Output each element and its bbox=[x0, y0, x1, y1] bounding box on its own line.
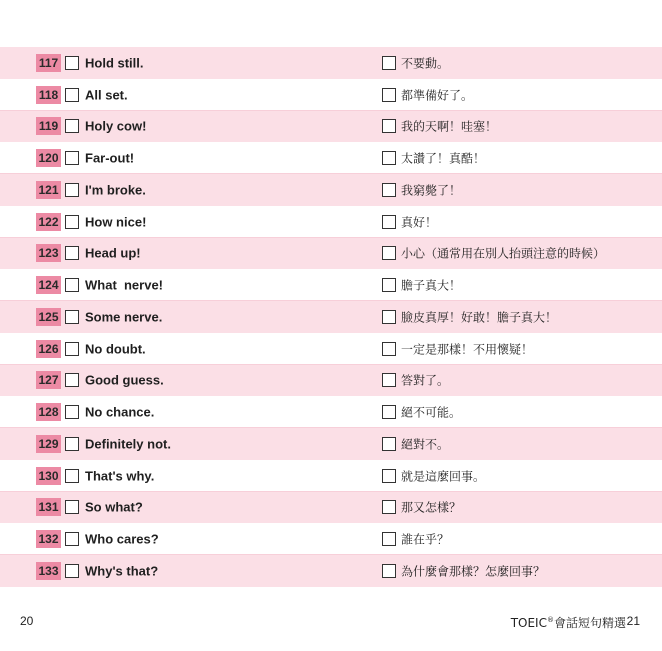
phrase-row bbox=[0, 523, 662, 555]
phrase-number: 122 bbox=[36, 213, 61, 231]
phrase-number: 120 bbox=[36, 149, 61, 167]
phrase-row bbox=[0, 333, 662, 365]
phrase-number: 132 bbox=[36, 530, 61, 548]
english-phrase: Who cares? bbox=[85, 531, 159, 547]
english-checkbox[interactable] bbox=[65, 564, 79, 578]
english-checkbox[interactable] bbox=[65, 342, 79, 356]
phrase-row bbox=[0, 206, 662, 238]
chinese-checkbox[interactable] bbox=[382, 405, 396, 419]
english-phrase: Definitely not. bbox=[85, 436, 171, 452]
chinese-checkbox[interactable] bbox=[382, 56, 396, 70]
phrase-row bbox=[0, 47, 662, 79]
phrase-number: 121 bbox=[36, 181, 61, 199]
english-phrase: How nice! bbox=[85, 214, 147, 230]
phrase-number: 125 bbox=[36, 308, 61, 326]
phrase-row bbox=[0, 396, 662, 428]
phrase-number: 117 bbox=[36, 54, 61, 72]
phrase-row bbox=[0, 269, 662, 301]
chinese-translation: 就是這麼回事。 bbox=[401, 469, 486, 484]
english-checkbox[interactable] bbox=[65, 119, 79, 133]
chinese-translation: 臉皮真厚！好敢！膽子真大！ bbox=[401, 310, 558, 325]
chinese-translation: 答對了。 bbox=[401, 373, 450, 388]
phrase-number: 130 bbox=[36, 467, 61, 485]
chinese-translation: 我的天啊！哇塞！ bbox=[401, 119, 498, 134]
registered-mark: ® bbox=[546, 616, 554, 624]
english-checkbox[interactable] bbox=[65, 310, 79, 324]
chinese-translation: 小心（通常用在別人抬頭注意的時候） bbox=[401, 246, 606, 261]
chinese-translation: 膽子真大！ bbox=[401, 278, 462, 293]
english-checkbox[interactable] bbox=[65, 373, 79, 387]
chinese-checkbox[interactable] bbox=[382, 183, 396, 197]
english-phrase: I'm broke. bbox=[85, 182, 146, 198]
english-phrase: Good guess. bbox=[85, 372, 164, 388]
english-checkbox[interactable] bbox=[65, 278, 79, 292]
chinese-translation: 絕對不。 bbox=[401, 437, 450, 452]
chinese-checkbox[interactable] bbox=[382, 532, 396, 546]
phrase-row bbox=[0, 365, 662, 397]
chinese-checkbox[interactable] bbox=[382, 469, 396, 483]
english-checkbox[interactable] bbox=[65, 88, 79, 102]
english-phrase: No chance. bbox=[85, 404, 155, 420]
chinese-checkbox[interactable] bbox=[382, 437, 396, 451]
english-checkbox[interactable] bbox=[65, 56, 79, 70]
phrase-row bbox=[0, 111, 662, 143]
chinese-checkbox[interactable] bbox=[382, 215, 396, 229]
english-phrase: So what? bbox=[85, 499, 143, 515]
english-phrase: Far-out! bbox=[85, 150, 135, 166]
chinese-checkbox[interactable] bbox=[382, 373, 396, 387]
english-checkbox[interactable] bbox=[65, 151, 79, 165]
phrase-row bbox=[0, 460, 662, 492]
english-checkbox[interactable] bbox=[65, 183, 79, 197]
phrase-number: 123 bbox=[36, 244, 61, 262]
chinese-checkbox[interactable] bbox=[382, 278, 396, 292]
english-phrase: All set. bbox=[85, 87, 128, 103]
chinese-checkbox[interactable] bbox=[382, 564, 396, 578]
english-phrase: Why's that? bbox=[85, 563, 159, 579]
english-checkbox[interactable] bbox=[65, 405, 79, 419]
book-subtitle: 會話短句精選 bbox=[553, 616, 626, 630]
chinese-translation: 真好！ bbox=[401, 215, 438, 230]
book-title bbox=[511, 614, 626, 631]
phrase-number: 128 bbox=[36, 403, 61, 421]
english-checkbox[interactable] bbox=[65, 437, 79, 451]
phrase-number: 133 bbox=[36, 562, 61, 580]
chinese-checkbox[interactable] bbox=[382, 151, 396, 165]
chinese-translation: 那又怎樣？ bbox=[401, 500, 462, 515]
english-phrase: Some nerve. bbox=[85, 309, 163, 325]
english-checkbox[interactable] bbox=[65, 215, 79, 229]
chinese-checkbox[interactable] bbox=[382, 342, 396, 356]
phrase-number: 118 bbox=[36, 86, 61, 104]
book-title-name: TOEIC bbox=[510, 616, 547, 630]
english-phrase: Head up! bbox=[85, 245, 141, 261]
right-page-number: 21 bbox=[626, 614, 640, 628]
chinese-checkbox[interactable] bbox=[382, 246, 396, 260]
chinese-checkbox[interactable] bbox=[382, 119, 396, 133]
chinese-checkbox[interactable] bbox=[382, 310, 396, 324]
chinese-translation: 絕不可能。 bbox=[401, 405, 462, 420]
phrase-row bbox=[0, 301, 662, 333]
chinese-checkbox[interactable] bbox=[382, 500, 396, 514]
chinese-translation: 我窮斃了！ bbox=[401, 183, 462, 198]
english-phrase: Hold still. bbox=[85, 55, 144, 71]
english-checkbox[interactable] bbox=[65, 500, 79, 514]
phrase-number: 127 bbox=[36, 371, 61, 389]
phrase-row bbox=[0, 428, 662, 460]
english-phrase: That's why. bbox=[85, 468, 155, 484]
left-page-number: 20 bbox=[20, 614, 34, 628]
english-checkbox[interactable] bbox=[65, 246, 79, 260]
phrase-number: 131 bbox=[36, 498, 61, 516]
phrase-number: 129 bbox=[36, 435, 61, 453]
phrase-row bbox=[0, 174, 662, 206]
phrase-row bbox=[0, 555, 662, 587]
phrase-number: 124 bbox=[36, 276, 61, 294]
phrase-list bbox=[0, 47, 662, 587]
phrase-row bbox=[0, 238, 662, 270]
chinese-checkbox[interactable] bbox=[382, 88, 396, 102]
chinese-translation: 太讚了！真酷！ bbox=[401, 151, 486, 166]
chinese-translation: 一定是那樣！不用懷疑！ bbox=[401, 342, 534, 357]
english-phrase: What nerve! bbox=[85, 277, 164, 293]
chinese-translation: 為什麼會那樣？怎麼回事？ bbox=[401, 564, 546, 579]
phrase-number: 119 bbox=[36, 117, 61, 135]
english-checkbox[interactable] bbox=[65, 469, 79, 483]
english-checkbox[interactable] bbox=[65, 532, 79, 546]
chinese-translation: 不要動。 bbox=[401, 56, 450, 71]
chinese-translation: 誰在乎？ bbox=[401, 532, 450, 547]
english-phrase: No doubt. bbox=[85, 341, 146, 357]
chinese-translation: 都準備好了。 bbox=[401, 88, 474, 103]
phrase-row bbox=[0, 492, 662, 524]
phrase-number: 126 bbox=[36, 340, 61, 358]
phrase-row bbox=[0, 142, 662, 174]
english-phrase: Holy cow! bbox=[85, 118, 147, 134]
phrase-row bbox=[0, 79, 662, 111]
